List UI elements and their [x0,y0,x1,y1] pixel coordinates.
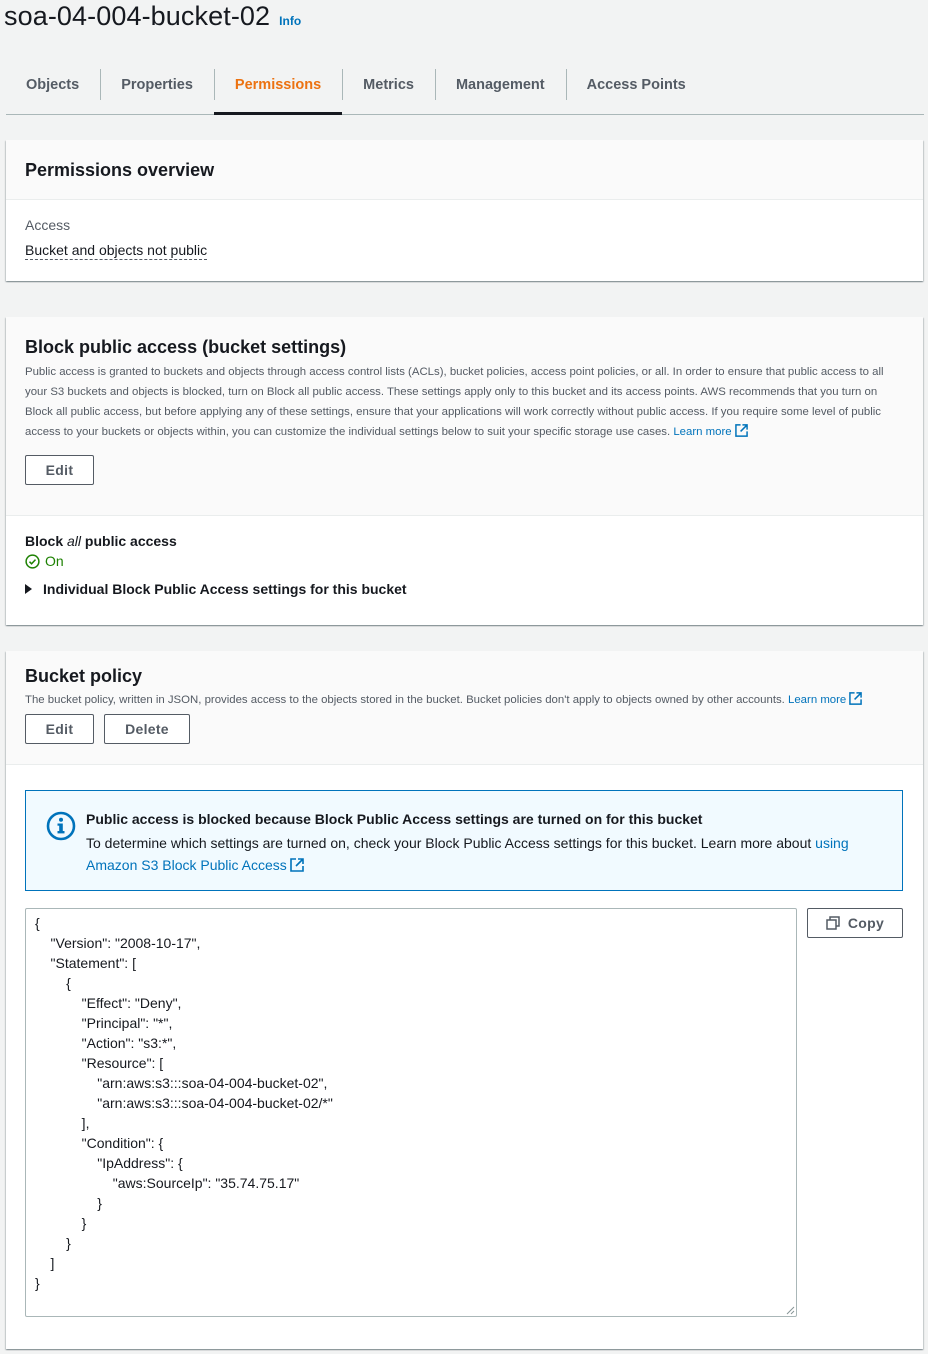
block-label-suffix: public access [84,533,177,549]
tab-bar [6,56,924,115]
panel-description [25,692,904,708]
external-link-icon [290,858,304,872]
description-text: The bucket policy, written in JSON, provides access to the objects stored in the bucket. Bucket policies don't apply to objects owned by other accounts. [25,694,785,706]
policy-editor[interactable] [25,908,797,1317]
copy-policy-button[interactable] [807,908,903,938]
bucket-policy-panel [6,651,923,1349]
alert-body [86,832,886,876]
learn-more-label: Learn more [788,694,847,706]
tab-properties[interactable]: Properties [100,56,214,114]
bucket-policy-actions [25,714,904,744]
block-status-text: On [45,553,64,569]
alert-body-text: To determine which settings are turned on, check your Block Public Access settings for this bucket. Learn more about [86,835,812,851]
access-label: Access [25,217,71,233]
alert-link-label: using Amazon S3 Block Public Access [86,835,849,873]
panel-title: Permissions overview [25,160,215,180]
panel-header [6,317,923,516]
tab-management[interactable]: Management [435,56,566,114]
external-link-icon [735,424,748,437]
info-link[interactable]: Info [279,14,302,28]
tab-metrics[interactable]: Metrics [342,56,435,114]
info-circle-icon [46,811,76,841]
tab-access-points[interactable]: Access Points [566,56,707,114]
block-label-all: all [67,533,82,549]
tab-permissions[interactable]: Permissions [214,56,342,114]
block-status [25,553,64,569]
block-label-prefix: Block [25,533,64,549]
alert-title: Public access is blocked because Block Public Access settings are turned on for this bucket [86,811,703,827]
info-alert [25,790,903,891]
panel-header [6,651,923,765]
copy-icon [826,916,840,930]
learn-more-link[interactable] [673,426,747,438]
panel-title: Bucket policy [25,666,143,686]
edit-bucket-policy-button[interactable]: Edit [25,714,94,744]
external-link-icon [849,692,862,705]
caret-right-icon [25,584,32,594]
individual-settings-expander[interactable] [25,581,407,597]
expander-label: Individual Block Public Access settings for this bucket [43,581,407,597]
copy-label: Copy [847,915,885,931]
policy-json[interactable]: { "Version": "2008-10-17", "Statement": [ { "Effect": "Deny", "Principal": "*", "Action": "s3:*", "Resource": [ "arn:aws:s3:::soa-04-004-bucket-02", "arn:aws:s3:::soa-04-004-bucket-02/*" ], "Condition": { "IpAddress": { "aws:SourceIp": "35.74.75.17" } } } ] } [35,915,333,1291]
learn-more-link[interactable] [788,694,862,706]
delete-bucket-policy-button[interactable]: Delete [104,714,190,744]
page-title: soa-04-004-bucket-02 [4,1,271,31]
check-circle-icon [25,554,40,569]
block-public-access-panel [6,317,923,625]
permissions-overview-panel [6,140,923,281]
panel-description [25,362,904,442]
panel-title: Block public access (bucket settings) [25,337,347,357]
page-header [4,0,301,38]
resize-handle-icon[interactable] [786,1306,795,1315]
block-all-public-access-label [25,533,177,549]
access-value[interactable]: Bucket and objects not public [25,242,208,258]
description-text: Public access is granted to buckets and objects through access control lists (ACLs), bucket policies, access point policies, or all. In order to ensure that public access to all your S3 buckets and objects is blocked, turn on Block all public access. These settings apply only to this bucket and its access points. AWS recommends that you turn on Block all public access, but before applying any of these settings, ensure that your applications will work correctly without public access. If you require some level of public access to your buckets or objects within, you can customize the individual settings below to suit your specific storage use cases. [25,366,884,438]
edit-block-public-access-button[interactable]: Edit [25,455,94,485]
tab-objects[interactable]: Objects [26,77,80,93]
panel-header [6,140,923,200]
learn-more-label: Learn more [673,426,732,438]
